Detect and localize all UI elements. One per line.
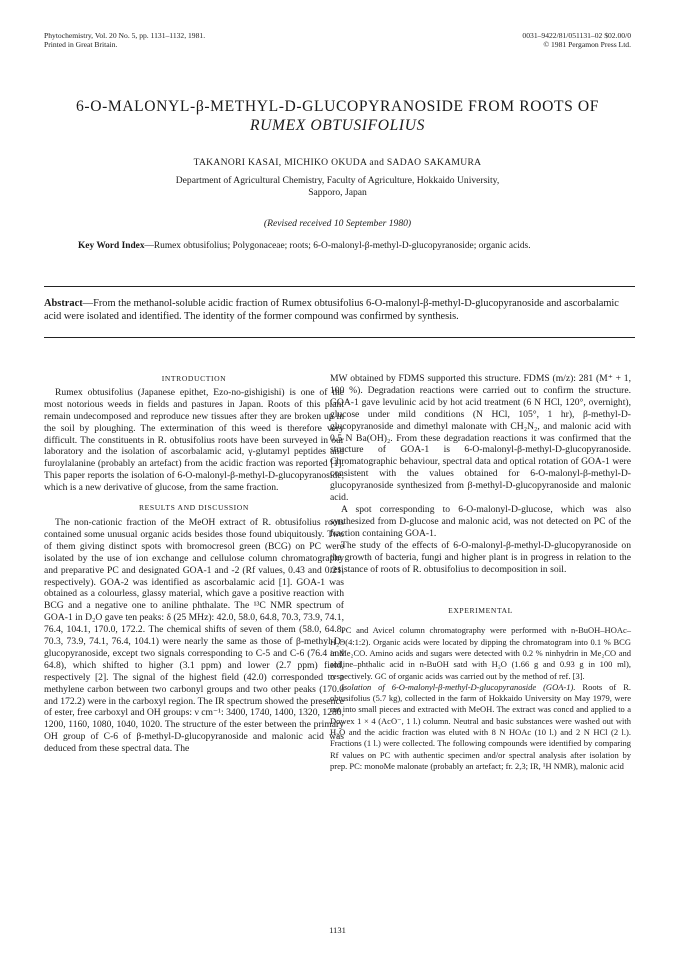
keywords-label: Key Word Index [78,241,145,251]
experimental-section [330,625,631,772]
revised-date: (Revised received 10 September 1980) [263,218,412,229]
experimental-paragraph-1: PC and Avicel column chromatography were performed with n-BuOH–HOAc–H₂O(4:1:2). Organic acids were located by dipping the chromatogram into 0.1 % BCG in Me₂CO. Amino acids and sugars were detected with 0.2 % ninhydrin in Me₂CO and aniline–phthalic acid in n-BuOH satd with H₂O (1.66 g and 0.93 g in 100 ml), respectively. GC of organic acids was carried out by the method of ref. [3]. [330,625,631,681]
journal-line: Phytochemistry, Vol. 20 No. 5, pp. 1131–1132, 1981. [44,31,206,40]
abstract [44,297,635,323]
results-heading: RESULTS AND DISCUSSION [139,503,249,513]
results-text: The non-cationic fraction of the MeOH extract of R. obtusifolius roots contained some unusual organic acids besides those found ubiquitously. Two of them giving distinct spots with bromocresol green (BCG) on PC were isolated by the use of ion exchange and cellulose column chromatography and preparative PC and designated GOA-1 and -2 (Rf values, 0.43 and 0.21, respectively). GOA-2 was identified as ascorbalamic acid [1]. GOA-1 was obtained as a colourless, glassy material, which gave a positive reaction with BCG and a negative one to aniline phthalate. The ¹³C NMR spectrum of GOA-1 in D₂O gave ten peaks: δ (25 MHz): 42.0, 58.0, 64.8, 70.3, 73.9, 74.1, 76.4, 104.1, 170.0, 172.2. The chemical shifts of seven of them (58.0, 64.8, 70.3, 73.9, 74.1, 76.4, 104.1) were nearly the same as those of β-methyl-D-glucopyranoside, except two signals corresponding to C-5 and C-6 (76.4 and 64.8), which shifted to higher (3.1 ppm) and lower (2.7 ppm) field, respectively [2]. The signal of the highest field (42.0) corresponded to a methylene carbon between two carbonyl groups and two other peaks (170.0 and 172.2) were in the carboxyl region. The IR spectrum showed the presence of ester, free carboxyl and OH groups: ν cm⁻¹: 3400, 1740, 1400, 1320, 1280, 1200, 1160, 1080, 1040, 1020. The structure of the ester between the primary OH group of C-6 of β-methyl-D-glucopyranoside and malonic acid was deduced from these spectral data. The [44,516,344,755]
introduction-text: Rumex obtusifolius (Japanese epithet, Ezo-no-gishigishi) is one of the most notorious weeds in fields and pastures in Japan. Roots of this plant remain undecomposed and reproduce new tissues after they are broken up in the soil by ploughing. The extermination of this weed is therefore very difficult. The constituents in R. obtusifolius roots have been surveyed in our laboratory and the isolation of ascorbalamic acid, γ-glutamyl peptides and furoylalanine (probably an artefact) from the acidic fraction was reported [1]. This paper reports the isolation of 6-O-malonyl-β-methyl-D-glucopyranoside, which is a new derivative of glucose, from the same fraction. [44,386,344,494]
isolation-subheading: Isolation of 6-O-malonyl-β-methyl-D-glucopyranoside (GOA-1). [341,681,576,692]
paper-title [40,97,635,135]
results-paragraph-2: A spot corresponding to 6-O-malonyl-D-glucose, which was also synthesized from D-glucose and malonic acid, was not detected on PC of the fraction containing GOA-1. [330,503,631,539]
isolation-text: Roots of R. obtusifolius (5.7 kg), collected in the farm of Hokkaido University on May 1979, were cut into small pieces and extracted with MeOH. The extract was concd and applied to a Dowex 1 × 4 (AcO⁻, 1 l.) column. Neutral and basic substances were washed out with H₂O and the acidic fraction was eluted with 8 N HOAc (10 l.) and 2 N HCl (2 l.). Fractions (1 l.) were collected. The following compounds were identified by comparing Rf values on PC with authentic specimen and/or spectral analysis after isolation by prep. PC: monoMe malonate (probably an artefact; fr. 2,3; IR, ¹H NMR), malonic acid [330,681,631,771]
code-line: 0031–9422/81/051131–02 $02.00/0 [522,31,631,40]
keywords-text: —Rumex obtusifolius; Polygonaceae; roots; 6-O-malonyl-β-methyl-D-glucopyranoside; organic acids. [144,241,531,251]
left-column [44,373,344,755]
right-column [330,373,631,772]
affiliation [60,175,615,199]
article-code [522,31,631,50]
experimental-paragraph-2 [330,682,631,772]
journal-citation [44,31,205,50]
abstract-label: Abstract [44,298,83,309]
title-line-1: 6-O-MALONYL-β-METHYL-D-GLUCOPYRANOSIDE FROM ROOTS OF [76,98,599,115]
keywords [78,241,585,253]
affiliation-line-2: Sapporo, Japan [308,187,367,198]
results-continuation: MW obtained by FDMS supported this structure. FDMS (m/z): 281 (M⁺ + 1, 100 %). Degradation reactions were carried out to confirm the structure. GOA-1 gave levulinic acid by hot acid treatment (6 N HCl, 120°, overnight), glucose under mild conditions (N HCl, 105°, 1 hr), β-methyl-D-glucopyranoside and dimethyl malonate with CH₂N₂, and malonic acid with 0.5 N Ba(OH)₂. From these degradation reactions it was confirmed that the structure of GOA-1 is 6-O-malonyl-β-methyl-D-glucopyranoside. Chromatographic behaviour, spectral data and optical rotation of GOA-1 were consistent with the values obtained for 6-O-malonyl-β-methyl-D-glucopyranoside synthesized from β-methyl-D-glucopyranoside and malonic acid. [330,373,631,504]
divider-bottom [44,337,635,338]
printed-line: Printed in Great Britain. [44,40,118,50]
experimental-heading: EXPERIMENTAL [448,606,513,616]
page-number: 1131 [329,925,346,935]
divider-top [44,286,635,287]
abstract-text: —From the methanol-soluble acidic fraction of Rumex obtusifolius 6-O-malonyl-β-methyl-D-glucopyranoside and ascorbalamic acid were isolated and identified. The identity of the former compound was confirmed by synthesis. [44,298,619,323]
results-paragraph-3: The study of the effects of 6-O-malonyl-β-methyl-D-glucopyranoside on the growth of bacteria, fungi and higher plant is in progress in relation to the resistance of roots of R. obtusifolius to decomposition in soil. [330,539,631,575]
introduction-heading: INTRODUCTION [161,374,227,383]
authors: TAKANORI KASAI, MICHIKO OKUDA and SADAO SAKAMURA [193,157,482,168]
title-line-2: RUMEX OBTUSIFOLIUS [250,117,425,134]
copyright-line: © 1981 Pergamon Press Ltd. [543,40,631,50]
affiliation-line-1: Department of Agricultural Chemistry, Faculty of Agriculture, Hokkaido University, [175,175,500,186]
